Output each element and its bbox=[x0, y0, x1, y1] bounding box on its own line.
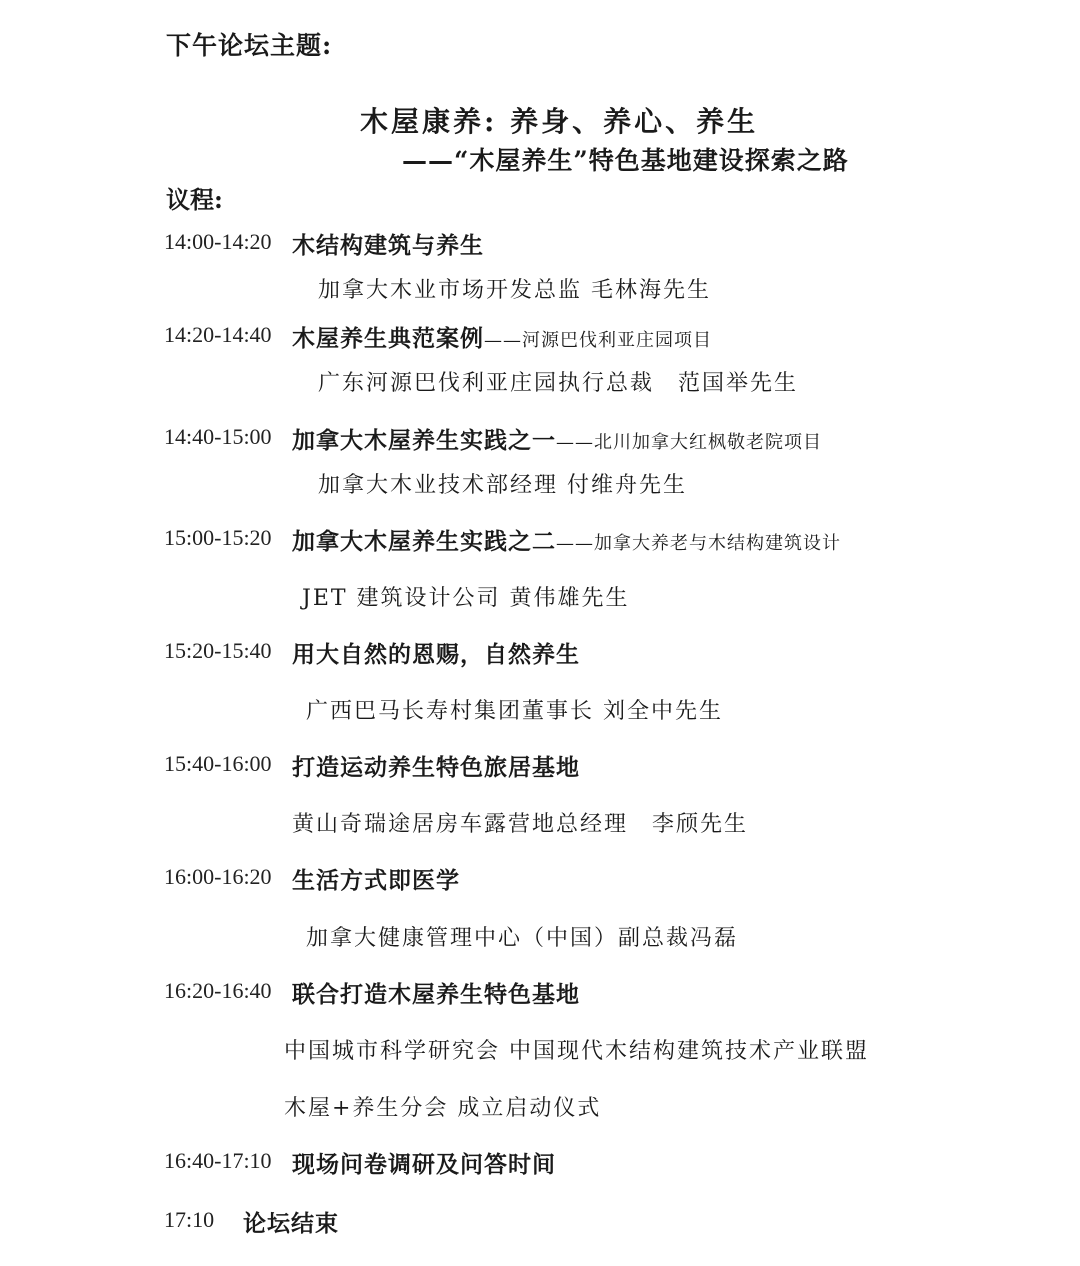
agenda-topic: 木结构建筑与养生 bbox=[292, 232, 484, 259]
forum-theme-label: 下午论坛主题: bbox=[166, 31, 333, 60]
agenda-time: 16:20-16:40 bbox=[164, 978, 272, 1003]
agenda-time: 15:20-15:40 bbox=[164, 638, 272, 663]
agenda-label: 议程: bbox=[166, 185, 223, 214]
agenda-time: 17:10 bbox=[164, 1207, 215, 1232]
agenda-topic: 打造运动养生特色旅居基地 bbox=[292, 754, 580, 781]
agenda-topic-line bbox=[292, 422, 822, 455]
agenda-topic-line bbox=[292, 523, 841, 556]
agenda-time: 14:00-14:20 bbox=[164, 229, 272, 254]
agenda-speaker: JET 建筑设计公司 黄伟雄先生 bbox=[302, 586, 630, 611]
agenda-topic: 用大自然的恩赐，自然养生 bbox=[292, 641, 580, 668]
agenda-topic-suffix: ——北川加拿大红枫敬老院项目 bbox=[556, 432, 822, 453]
agenda-speaker: 木屋+养生分会 成立启动仪式 bbox=[284, 1096, 602, 1121]
forum-subtitle: ——“木屋养生”特色基地建设探索之路 bbox=[402, 146, 849, 175]
agenda-topic: 论坛结束 bbox=[243, 1210, 339, 1237]
agenda-topic: 现场问卷调研及问答时间 bbox=[292, 1151, 556, 1178]
agenda-time: 14:20-14:40 bbox=[164, 322, 272, 347]
agenda-speaker: 广西巴马长寿村集团董事长 刘全中先生 bbox=[306, 699, 723, 724]
agenda-time: 16:00-16:20 bbox=[164, 864, 272, 889]
agenda-speaker: 中国城市科学研究会 中国现代木结构建筑技术产业联盟 bbox=[284, 1039, 869, 1064]
agenda-topic: 木屋养生典范案例 bbox=[292, 325, 484, 352]
agenda-time: 14:40-15:00 bbox=[164, 424, 272, 449]
agenda-topic: 联合打造木屋养生特色基地 bbox=[292, 981, 580, 1008]
agenda-speaker: 加拿大木业技术部经理 付维舟先生 bbox=[318, 473, 687, 498]
agenda-speaker: 加拿大健康管理中心（中国）副总裁冯磊 bbox=[306, 926, 739, 951]
agenda-topic-suffix: ——河源巴伐利亚庄园项目 bbox=[484, 330, 712, 351]
agenda-topic: 加拿大木屋养生实践之一 bbox=[292, 427, 556, 454]
agenda-topic: 加拿大木屋养生实践之二 bbox=[292, 528, 556, 555]
agenda-time: 15:40-16:00 bbox=[164, 751, 272, 776]
agenda-topic-suffix: ——加拿大养老与木结构建筑设计 bbox=[556, 533, 841, 554]
agenda-topic-line bbox=[292, 320, 712, 353]
forum-title: 木屋康养: 养身、养心、养生 bbox=[360, 105, 759, 138]
agenda-speaker: 广东河源巴伐利亚庄园执行总裁 范国举先生 bbox=[318, 371, 799, 396]
agenda-time: 15:00-15:20 bbox=[164, 525, 272, 550]
agenda-speaker: 黄山奇瑞途居房车露营地总经理 李颀先生 bbox=[292, 812, 749, 837]
agenda-topic: 生活方式即医学 bbox=[292, 867, 460, 894]
agenda-time: 16:40-17:10 bbox=[164, 1148, 272, 1173]
agenda-speaker: 加拿大木业市场开发总监 毛林海先生 bbox=[318, 278, 711, 303]
